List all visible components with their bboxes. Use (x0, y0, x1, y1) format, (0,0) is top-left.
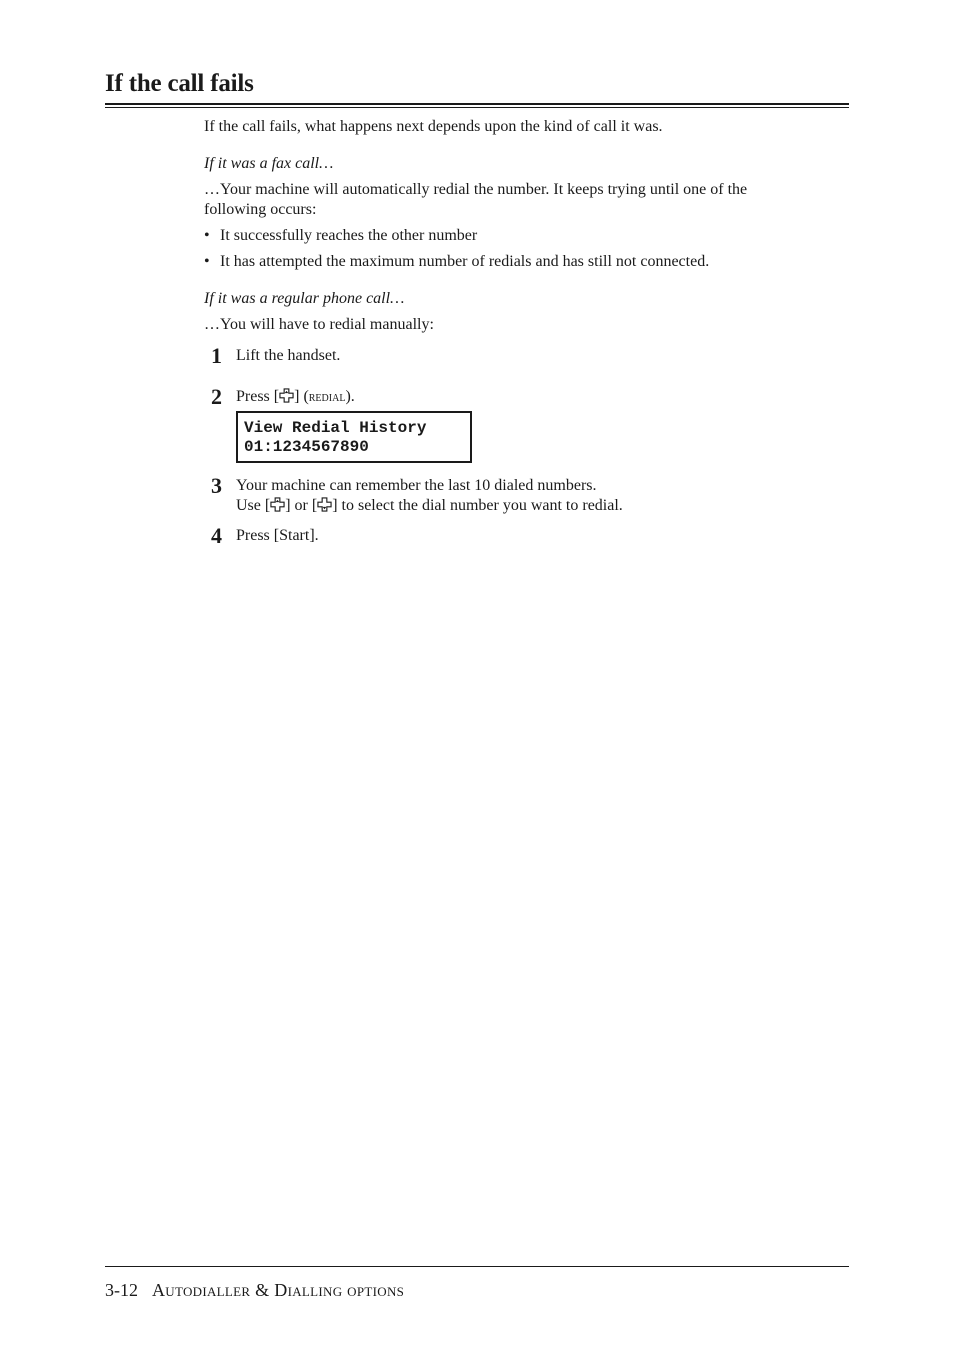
step-number: 4 (211, 523, 222, 548)
step-number: 2 (211, 384, 222, 409)
bullet-icon: • (204, 253, 210, 270)
page-footer (105, 1279, 404, 1301)
step-number: 1 (211, 343, 222, 368)
step-text-part: ). (345, 388, 355, 405)
step-text-line2 (236, 496, 623, 516)
step-text-part: ] to select the dial number you want to redial. (332, 497, 623, 514)
lcd-line-1: View Redial History (244, 419, 427, 437)
footer-rule (105, 1266, 849, 1267)
bullet-item (204, 226, 477, 246)
step-text-part: Press [ (236, 388, 280, 405)
step-text: Your machine can remember the last 10 dialed numbers. (236, 477, 597, 494)
lcd-line-2: 01:1234567890 (244, 438, 369, 456)
page-heading: If the call fails (105, 70, 254, 97)
step-text-part: Use [ (236, 497, 271, 514)
step-text-part: ] ( (294, 388, 309, 405)
fax-section-text-line1: …Your machine will automatically redial the number. It keeps trying until one of the (204, 181, 748, 198)
step-text-part: ] or [ (285, 497, 318, 514)
bullet-item (204, 252, 709, 272)
fax-section-label: If it was a fax call… (204, 155, 334, 172)
step-text (236, 387, 355, 408)
bullet-text: It has attempted the maximum number of redials and has still not connected. (220, 253, 710, 270)
navigation-key-icon (317, 497, 332, 512)
fax-section-text-line2: following occurs: (204, 201, 317, 218)
page-number: 3-12 (105, 1280, 138, 1300)
bullet-text: It successfully reaches the other number (220, 227, 478, 244)
bullet-icon: • (204, 227, 210, 244)
step-text: Press [Start]. (236, 527, 319, 544)
step-text: Lift the handset. (236, 347, 341, 364)
navigation-key-icon (279, 388, 294, 403)
intro-text: If the call fails, what happens next depends upon the kind of call it was. (204, 118, 663, 135)
chapter-title: Autodialler & Dialling options (152, 1280, 405, 1300)
heading-rule-thin (105, 107, 849, 108)
phone-section-label: If it was a regular phone call… (204, 290, 405, 307)
navigation-key-icon (270, 497, 285, 512)
phone-section-text: …You will have to redial manually: (204, 316, 434, 333)
heading-rule-thick (105, 103, 849, 105)
lcd-display (236, 411, 472, 463)
redial-key-label: redial (308, 390, 346, 405)
step-number: 3 (211, 473, 222, 498)
